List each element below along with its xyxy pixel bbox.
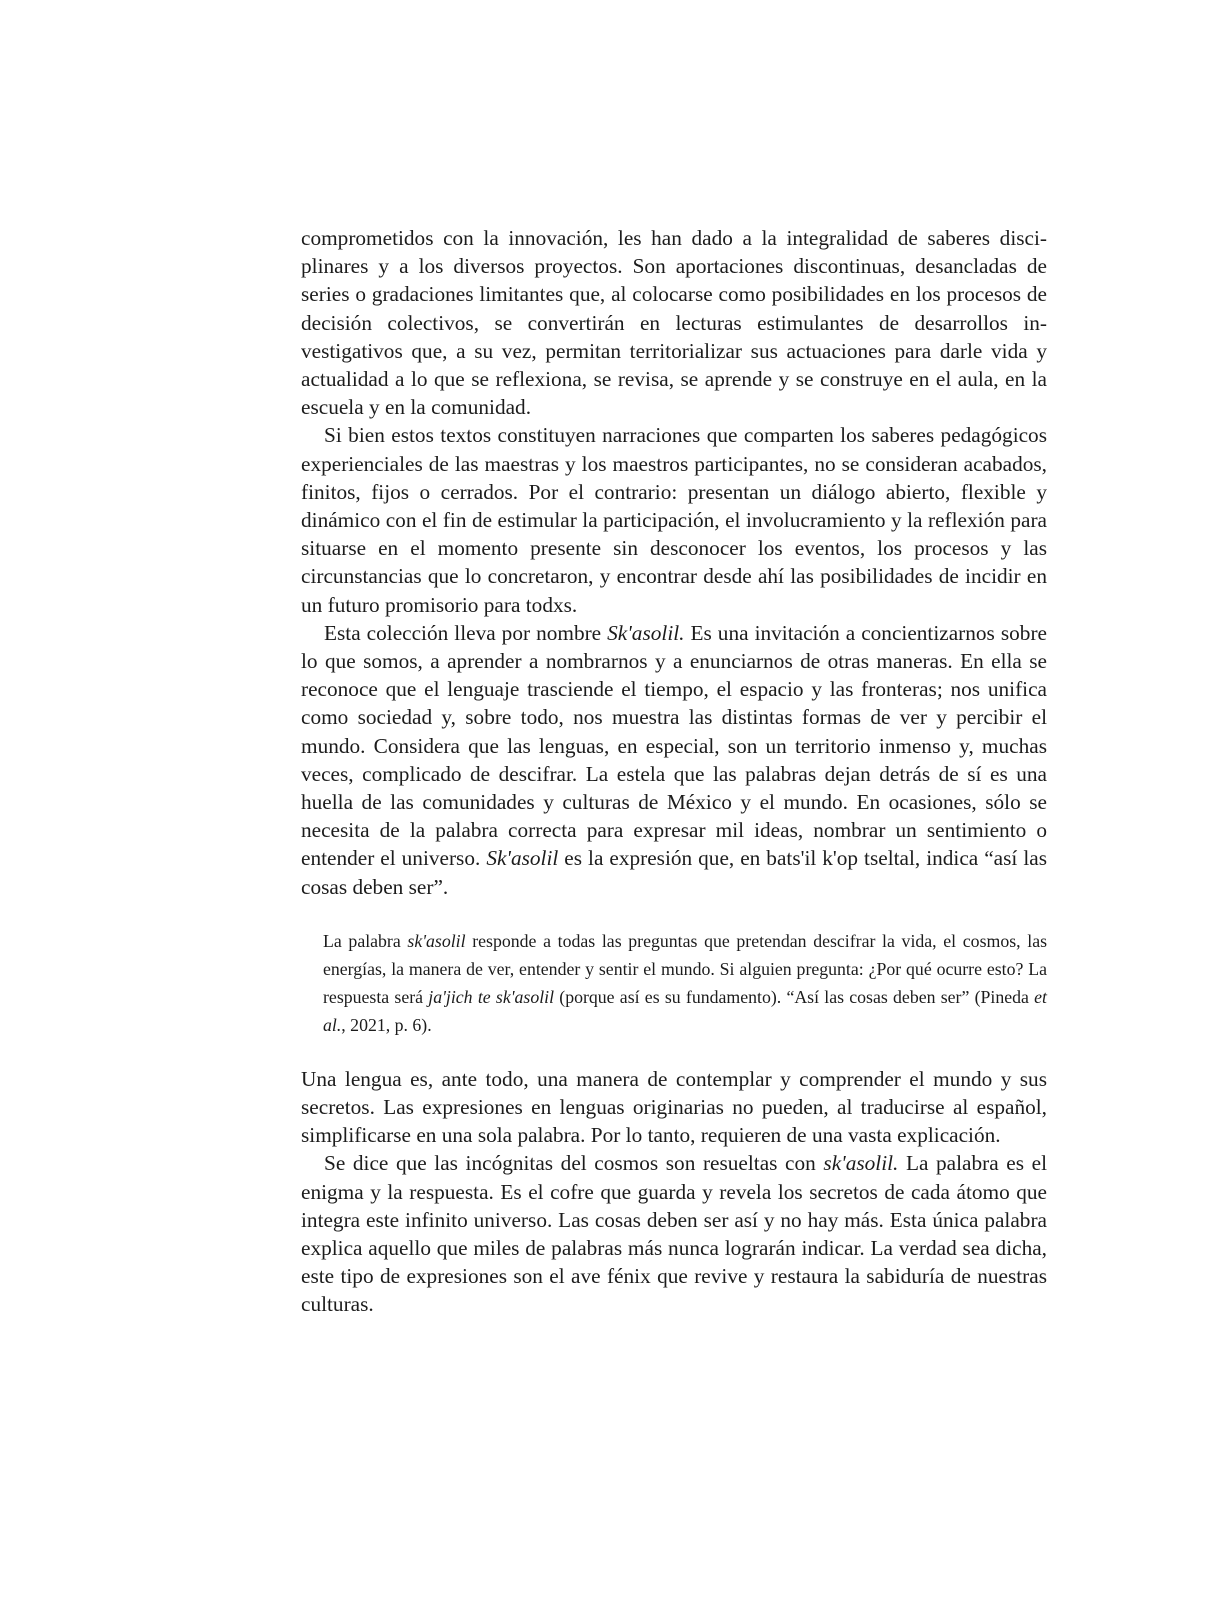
paragraph-5-run-3: La palabra es el enigma y la respuesta. Es el cofre que guarda y revela los secretos de cada átomo que integra este infinito universo. Las cosas deben ser así y no hay más. Esta única palabra explica aquello que miles de palabras más nunca lograrán indicar. La verdad sea dicha, este tipo de expresiones son el ave fénix que revive y restaura la sabiduría de nuestras culturas.	[301, 1151, 1047, 1317]
block-quote	[323, 927, 1047, 1040]
paragraph-3-run-5: es la expresión que, en bats'il k'op tseltal, indica “así las cosas deben ser”.	[301, 846, 1047, 899]
quote-term-skasolil: sk'asolil	[407, 930, 466, 951]
paragraph-3	[301, 619, 1047, 901]
page-body	[301, 224, 1047, 1319]
term-skasolil-2: Sk'asolil	[486, 846, 559, 871]
paragraph-5	[301, 1149, 1047, 1318]
paragraph-2-text: Si bien estos textos constituyen narraciones que comparten los saberes pedagógicos experienciales de las maestras y los maestros participantes, no se consideran acabados, finitos, fijos o cerrados. Por el contrario: presentan un diálogo abierto, flexible y dinámico con el fin de estimular la participación, el involucramiento y la reflexión para situarse en el momento presente sin desconocer los eventos, los procesos y las circunstancias que lo concretaron, y encontrar desde ahí las posibilidades de incidir en un futuro promisorio para todxs.	[301, 423, 1047, 617]
paragraph-1-text: comprometidos con la innovación, les han dado a la integralidad de saberes disciplinares y a los diversos proyectos. Son aportaciones discontinuas, desancladas de series o gradaciones limitantes que, al colocarse como posibilidades en los procesos de decisión colectivos, se convertirán en lecturas estimulantes de desarrollos investigativos que, a su vez, permitan territorializar sus actuaciones para darle vida y actualidad a lo que se reflexiona, se revisa, se aprende y se construye en el aula, en la escuela y en la comunidad.	[301, 226, 1047, 420]
term-skasolil-3: sk'asolil.	[823, 1151, 899, 1176]
quote-run-7: , 2021, p. 6).	[341, 1015, 432, 1036]
term-skasolil-1: Sk'asolil.	[607, 620, 685, 645]
paragraph-4-text: Una lengua es, ante todo, una manera de contemplar y comprender el mundo y sus secretos. Las expresiones en lenguas originarias no pueden, al traducirse al español, simplificarse en una sola palabra. Por lo tanto, requieren de una vasta explicación.	[301, 1066, 1047, 1148]
paragraph-5-run-1: Se dice que las incógnitas del cosmos son resueltas con	[324, 1151, 824, 1176]
quote-run-3: responde a todas las preguntas que pretendan descifrar la vida, el cosmos, las energías, la manera de ver, entender y sentir el mundo. Si alguien pregunta: ¿Por qué ocurre esto? La respuesta será	[323, 930, 1047, 1008]
quote-term-jajich: ja'jich te sk'asolil	[428, 987, 555, 1008]
quote-et-al: et al.	[323, 987, 1047, 1036]
quote-run-1: La palabra	[323, 930, 408, 951]
paragraph-1	[301, 224, 1047, 421]
paragraph-3-run-3: Es una invitación a concientizarnos sobre lo que somos, a aprender a nombrarnos y a enunciarnos de otras maneras. En ella se reconoce que el lenguaje trasciende el tiempo, el espacio y las fronteras; nos unifica como sociedad y, sobre todo, nos muestra las distintas formas de ver y percibir el mundo. Considera que las lenguas, en especial, son un territorio inmenso y, muchas veces, complicado de descifrar. La estela que las palabras dejan detrás de sí es una huella de las comunidades y culturas de México y el mundo. En ocasiones, sólo se necesita de la palabra correcta para expresar mil ideas, nombrar un sentimiento o entender el universo.	[301, 620, 1047, 871]
paragraph-3-run-1: Esta colección lleva por nombre	[324, 620, 608, 645]
quote-run-5: (porque así es su fundamento). “Así las cosas deben ser” (Pineda	[554, 987, 1035, 1008]
paragraph-2	[301, 421, 1047, 618]
paragraph-4	[301, 1065, 1047, 1150]
